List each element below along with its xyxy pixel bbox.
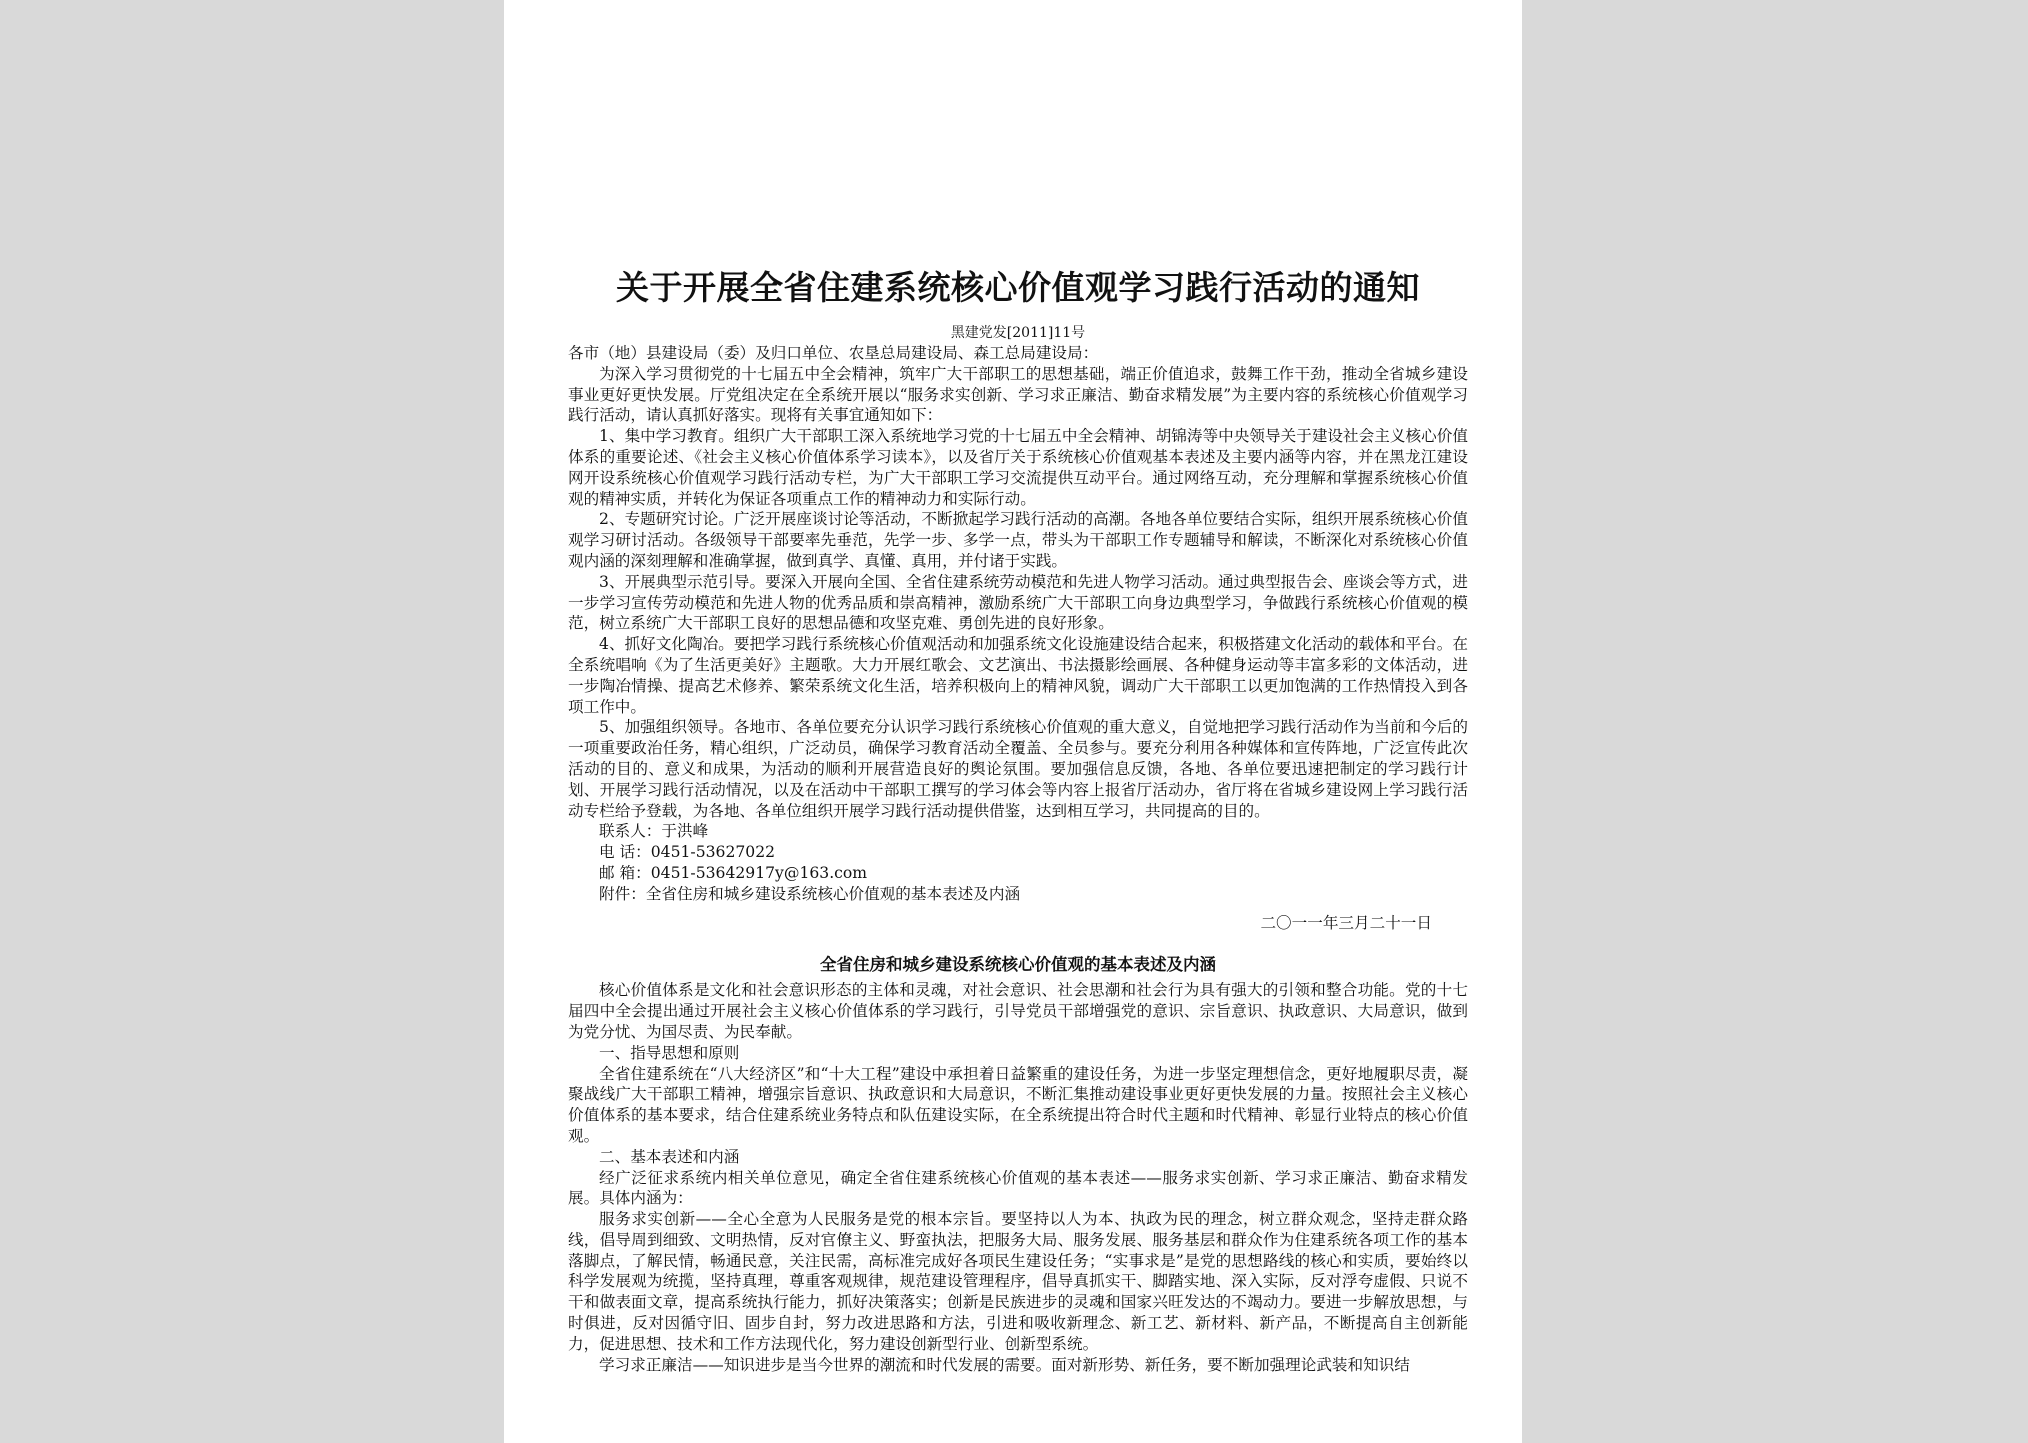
- salutation: 各市（地）县建设局（委）及归口单位、农垦总局建设局、森工总局建设局：: [568, 344, 1099, 362]
- document-page: [504, 0, 1522, 1443]
- item-paragraph-1: 1、集中学习教育。组织广大干部职工深入系统地学习党的十七届五中全会精神、胡锦涛等中央领导关于建设社会主义核心价值体系的重要论述、《社会主义核心价值体系学习读本》，以及省厅关于系统核心价值观基本表述及主要内涵等内容，并在黑龙江建设网开设系统核心价值观学习践行活动专栏，为广大干部职工学习交流提供互动平台。通过网络互动，充分理解和掌握系统核心价值观的精神实质，并转化为保证各项重点工作的精神动力和实际行动。: [568, 427, 1468, 508]
- section-text-1: 全省住建系统在“八大经济区”和“十大工程”建设中承担着日益繁重的建设任务，为进一步坚定理想信念，更好地履职尽责，凝聚战线广大干部职工精神，增强宗旨意识、执政意识和大局意识，不断汇集推动建设事业更好更快发展的力量。按照社会主义核心价值体系的基本要求，结合住建系统业务特点和队伍建设实际，在全系统提出符合时代主题和时代精神、彰显行业特点的核心价值观。: [568, 1064, 1468, 1145]
- item-paragraph-5: 5、加强组织领导。各地市、各单位要充分认识学习践行系统核心价值观的重大意义，自觉地把学习践行活动作为当前和今后的一项重要政治任务，精心组织，广泛动员，确保学习教育活动全覆盖、全员参与。要充分利用各种媒体和宣传阵地，广泛宣传此次活动的目的、意义和成果，为活动的顺利开展营造良好的舆论氛围。要加强信息反馈，各地、各单位要迅速把制定的学习践行计划、开展学习践行活动情况，以及在活动中干部职工撰写的学习体会等内容上报省厅活动办，省厅将在省城乡建设网上学习践行活动专栏给予登载，为各地、各单位组织开展学习践行活动提供借鉴，达到相互学习，共同提高的目的。: [568, 718, 1468, 820]
- document-title: 关于开展全省住建系统核心价值观学习践行活动的通知: [616, 268, 1420, 307]
- item-paragraph-4: 4、抓好文化陶冶。要把学习践行系统核心价值观活动和加强系统文化设施建设结合起来，积极搭建文化活动的载体和平台。在全系统唱响《为了生活更美好》主题歌。大力开展红歌会、文艺演出、书法摄影绘画展、各种健身运动等丰富多彩的文体活动，进一步陶冶情操、提高艺术修养、繁荣系统文化生活，培养积极向上的精神风貌，调动广大干部职工以更加饱满的工作热情投入到各项工作中。: [568, 635, 1468, 716]
- appendix-intro: 核心价值体系是文化和社会意识形态的主体和灵魂，对社会意识、社会思潮和社会行为具有强大的引领和整合功能。党的十七届四中全会提出通过开展社会主义核心价值体系的学习践行，引导党员干部增强党的意识、宗旨意识、执政意识、大局意识，做到为党分忧、为国尽责、为民奉献。: [568, 981, 1468, 1041]
- section-text-2: 经广泛征求系统内相关单位意见，确定全省住建系统核心价值观的基本表述——服务求实创新、学习求正廉洁、勤奋求精发展。具体内涵为：: [568, 1168, 1468, 1208]
- section-heading-2: 二、基本表述和内涵: [599, 1147, 740, 1166]
- service-paragraph: 服务求实创新——全心全意为人民服务是党的根本宗旨。要坚持以人为本、执政为民的理念，树立群众观念，坚持走群众路线，倡导周到细致、文明热情，反对官僚主义、野蛮执法，把服务大局、服务发展、服务基层和群众作为住建系统各项工作的基本落脚点，了解民情，畅通民意，关注民需，高标准完成好各项民生建设任务；“实事求是”是党的思想路线的核心和实质，要始终以科学发展观为统揽，坚持真理，尊重客观规律，规范建设管理程序，倡导真抓实干、脚踏实地、深入实际，反对浮夸虚假、只说不干和做表面文章，提高系统执行能力，抓好决策落实；创新是民族进步的灵魂和国家兴旺发达的不竭动力。要进一步解放思想，与时俱进，反对因循守旧、固步自封，努力改进思路和方法，引进和吸收新理念、新工艺、新材料、新产品，不断提高自主创新能力，促进思想、技术和工作方法现代化，努力建设创新型行业、创新型系统。: [568, 1210, 1468, 1353]
- appendix-title: 全省住房和城乡建设系统核心价值观的基本表述及内涵: [820, 955, 1216, 975]
- study-paragraph: 学习求正廉洁——知识进步是当今世界的潮流和时代发展的需要。面对新形势、新任务，要不断加强理论武装和知识结: [599, 1355, 1410, 1374]
- intro-paragraph: 为深入学习贯彻党的十七届五中全会精神，筑牢广大干部职工的思想基础，端正价值追求，鼓舞工作干劲，推动全省城乡建设事业更好更快发展。厅党组决定在全系统开展以“服务求实创新、学习求正廉洁、勤奋求精发展”为主要内容的系统核心价值观学习践行活动，请认真抓好落实。现将有关事宜通知如下：: [568, 364, 1468, 425]
- contact-email: 邮 箱：0451-53642917y@163.com: [599, 864, 868, 883]
- document-date: 二〇一一年三月二十一日: [1260, 914, 1432, 933]
- item-paragraph-3: 3、开展典型示范引导。要深入开展向全国、全省住建系统劳动模范和先进人物学习活动。通过典型报告会、座谈会等方式，进一步学习宣传劳动模范和先进人物的优秀品质和崇高精神，激励系统广大干部职工向身边典型学习，争做践行系统核心价值观的模范，树立系统广大干部职工良好的思想品德和攻坚克难、勇创先进的良好形象。: [568, 572, 1468, 633]
- attachment-note: 附件：全省住房和城乡建设系统核心价值观的基本表述及内涵: [599, 885, 1021, 904]
- section-heading-1: 一、指导思想和原则: [599, 1043, 740, 1062]
- item-paragraph-2: 2、专题研究讨论。广泛开展座谈讨论等活动，不断掀起学习践行活动的高潮。各地各单位要结合实际，组织开展系统核心价值观学习研讨活动。各级领导干部要率先垂范，先学一步、多学一点，带头为干部职工作专题辅导和解读，不断深化对系统核心价值观内涵的深刻理解和准确掌握，做到真学、真懂、真用，并付诸于实践。: [568, 510, 1468, 570]
- contact-phone: 电 话：0451-53627022: [599, 843, 776, 862]
- document-content: [568, 266, 1468, 1375]
- document-number: 黑建党发[2011]11号: [950, 325, 1086, 341]
- contact-person: 联系人：于洪峰: [599, 822, 709, 841]
